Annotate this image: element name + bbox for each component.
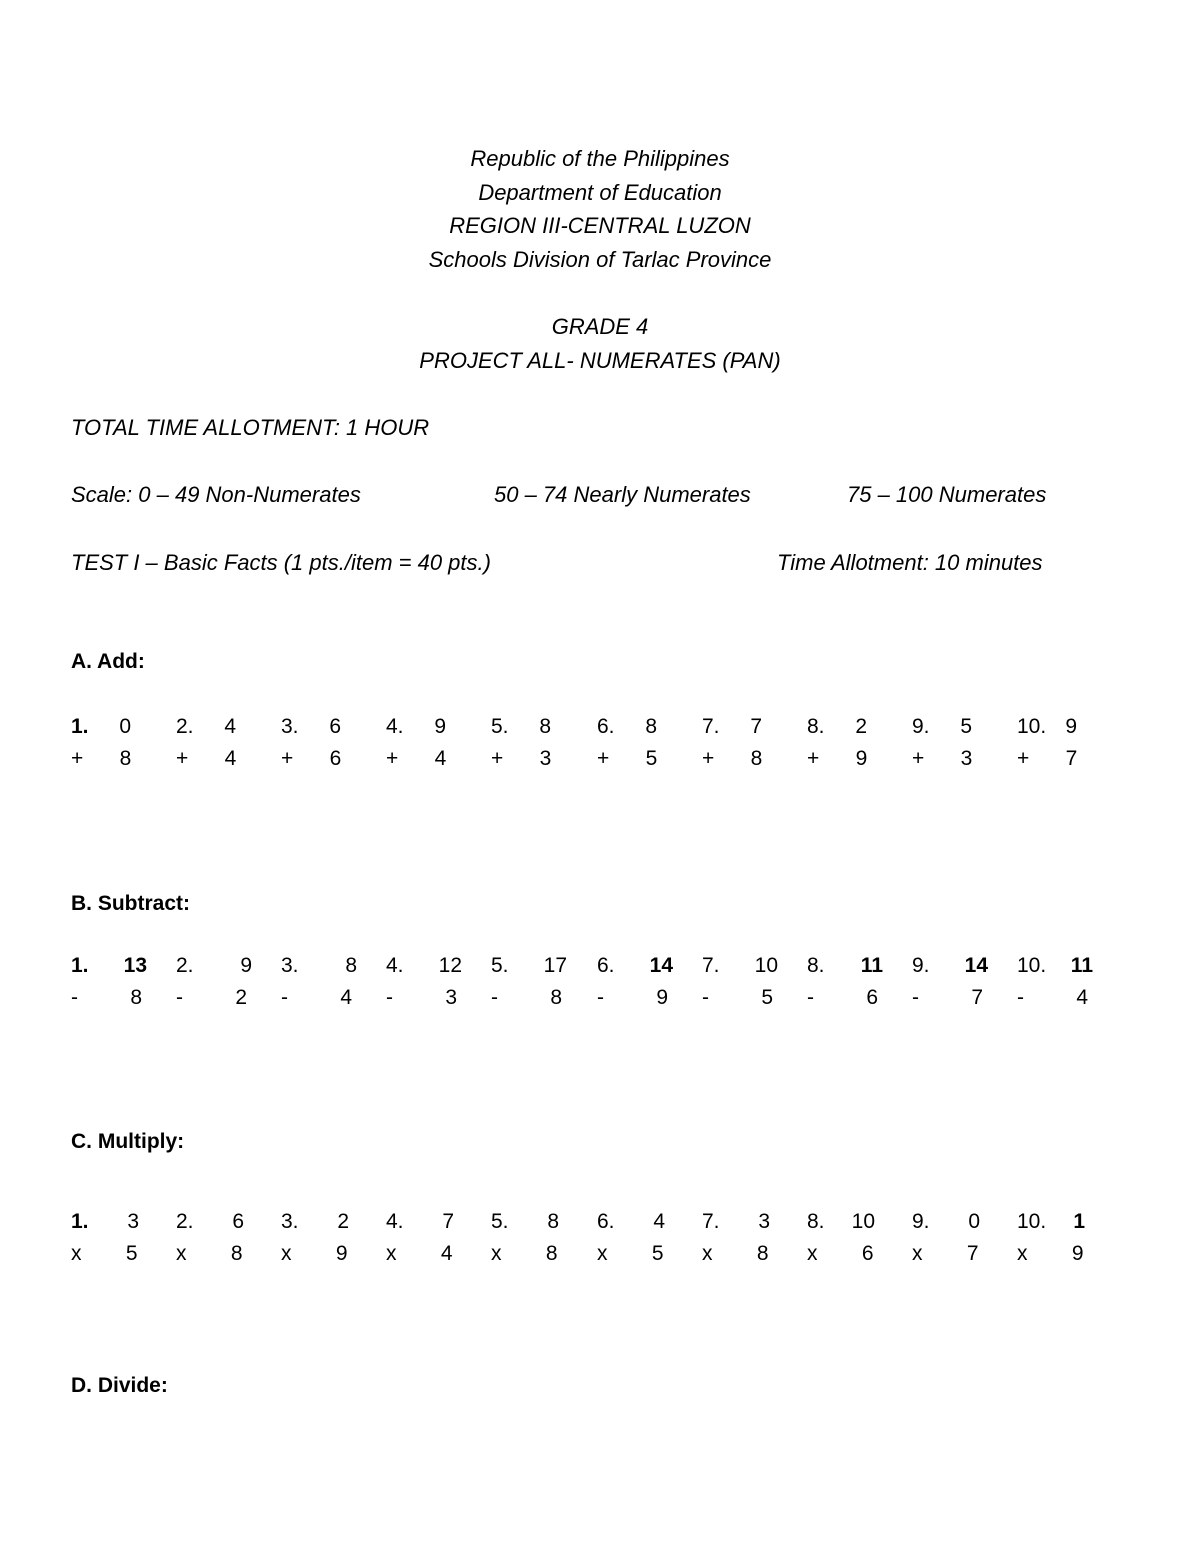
operator-symbol: + [702,747,715,770]
subtract-problem [597,954,707,1024]
operator-symbol: - [281,986,288,1009]
problem-number: 2. [176,715,194,738]
multiply-problem [491,1210,601,1280]
problem-top-line [386,954,462,978]
problem-bottom-line [807,1242,875,1266]
multiply-problem [702,1210,812,1280]
problem-top-line [912,715,972,739]
subtract-problem [1017,954,1127,1024]
section-title-subtract: B. Subtract: [71,892,191,915]
problem-bottom-line [71,1242,139,1266]
first-operand: 7 [750,715,762,738]
second-operand: 3 [445,986,457,1009]
problem-number: 5. [491,954,509,977]
problem-top-line [597,715,657,739]
first-operand: 8 [547,1210,559,1233]
problem-number: 6. [597,1210,615,1233]
problem-top-line [491,715,551,739]
problem-number: 4. [386,1210,404,1233]
operator-symbol: x [702,1242,713,1265]
add-problem [807,715,917,785]
problem-bottom-line [491,1242,559,1266]
multiply-problem [281,1210,391,1280]
first-operand: 6 [232,1210,244,1233]
multiply-problem [807,1210,917,1280]
problem-top-line [386,715,446,739]
first-operand: 2 [337,1210,349,1233]
first-operand: 9 [1065,715,1077,738]
second-operand: 8 [119,747,132,770]
first-operand: 3 [127,1210,139,1233]
problem-bottom-line [491,747,551,771]
second-operand: 8 [230,1242,243,1265]
problem-top-line [702,715,762,739]
problem-top-line [597,954,673,978]
problem-bottom-line [71,986,147,1010]
problem-top-line [1017,1210,1085,1234]
problem-bottom-line [386,747,446,771]
problem-top-line [71,1210,139,1234]
problem-bottom-line [176,986,252,1010]
problem-top-line [912,1210,980,1234]
subtract-problem [176,954,286,1024]
problem-bottom-line [71,747,131,771]
problem-bottom-line [912,986,988,1010]
first-operand: 0 [119,715,131,738]
problem-number: 1. [71,1210,89,1233]
first-operand: 8 [345,954,357,977]
operator-symbol: - [597,986,604,1009]
problem-bottom-line [281,986,357,1010]
add-problem [281,715,391,785]
first-operand: 14 [649,954,673,977]
add-problem [176,715,286,785]
problem-number: 1. [71,715,89,738]
second-operand: 9 [335,1242,348,1265]
operator-symbol: + [912,747,925,770]
first-operand: 11 [860,954,883,977]
operator-symbol: - [386,986,393,1009]
problem-top-line [71,954,147,978]
problem-number: 4. [386,954,404,977]
second-operand: 7 [971,986,983,1009]
section-title-add: A. Add: [71,650,145,673]
problem-number: 6. [597,954,615,977]
subtract-problem [807,954,917,1024]
add-problem [71,715,181,785]
problem-bottom-line [807,747,867,771]
problem-top-line [176,954,252,978]
operator-symbol: - [702,986,709,1009]
add-problem [912,715,1022,785]
operator-symbol: x [386,1242,397,1265]
problem-number: 5. [491,1210,509,1233]
total-time-allotment: TOTAL TIME ALLOTMENT: 1 HOUR [71,415,430,440]
problem-top-line [807,1210,875,1234]
problem-top-line [281,715,341,739]
multiply-problem [71,1210,181,1280]
problem-top-line [912,954,988,978]
problem-bottom-line [702,1242,770,1266]
problem-top-line [1017,954,1093,978]
first-operand: 11 [1070,954,1093,977]
problem-bottom-line [491,986,567,1010]
problem-number: 6. [597,715,615,738]
operator-symbol: + [386,747,399,770]
operator-symbol: + [176,747,189,770]
subtract-problem [491,954,601,1024]
first-operand: 9 [434,715,446,738]
problem-bottom-line [281,1242,349,1266]
operator-symbol: - [912,986,919,1009]
problem-bottom-line [807,986,883,1010]
problem-top-line [386,1210,454,1234]
second-operand: 8 [130,986,142,1009]
problem-number: 8. [807,715,825,738]
operator-symbol: x [597,1242,608,1265]
second-operand: 6 [866,986,878,1009]
problem-bottom-line [912,747,972,771]
problem-top-line [807,715,867,739]
first-operand: 1 [1073,1210,1085,1233]
subtract-problem [71,954,181,1024]
problem-bottom-line [176,1242,244,1266]
problem-number: 7. [702,1210,720,1233]
problem-top-line [176,1210,244,1234]
operator-symbol: + [807,747,820,770]
problem-number: 2. [176,1210,194,1233]
header-region: REGION III-CENTRAL LUZON [449,213,751,238]
problem-bottom-line [597,1242,665,1266]
problem-bottom-line [597,986,673,1010]
problem-number: 3. [281,1210,299,1233]
add-problem [386,715,496,785]
multiply-problem [597,1210,707,1280]
operator-symbol: + [281,747,294,770]
operator-symbol: x [807,1242,818,1265]
second-operand: 8 [550,986,562,1009]
first-operand: 10 [754,954,778,977]
second-operand: 3 [960,747,973,770]
first-operand: 8 [645,715,657,738]
problem-bottom-line [281,747,341,771]
problem-number: 3. [281,954,299,977]
header-republic: Republic of the Philippines [470,146,730,171]
test-time-allotment: Time Allotment: 10 minutes [777,550,1043,575]
first-operand: 13 [123,954,147,977]
problem-number: 4. [386,715,404,738]
problem-number: 9. [912,715,930,738]
header-grade: GRADE 4 [551,314,649,339]
second-operand: 5 [645,747,658,770]
subtract-problem [281,954,391,1024]
problem-bottom-line [597,747,657,771]
header-department: Department of Education [478,180,722,205]
problem-number: 8. [807,954,825,977]
subtract-problem [386,954,496,1024]
add-problem [597,715,707,785]
operator-symbol: - [71,986,78,1009]
problem-bottom-line [702,747,762,771]
second-operand: 4 [340,986,352,1009]
problem-bottom-line [386,986,462,1010]
first-operand: 6 [329,715,341,738]
second-operand: 8 [756,1242,769,1265]
scale-numerates: 75 – 100 Numerates [847,482,1047,507]
problem-top-line [1017,715,1077,739]
problem-number: 5. [491,715,509,738]
problem-bottom-line [702,986,778,1010]
problem-top-line [597,1210,665,1234]
second-operand: 2 [235,986,247,1009]
first-operand: 0 [968,1210,980,1233]
operator-symbol: x [1017,1242,1028,1265]
problem-number: 7. [702,715,720,738]
first-operand: 4 [653,1210,665,1233]
multiply-problem [176,1210,286,1280]
problem-top-line [71,715,131,739]
operator-symbol: + [597,747,610,770]
operator-symbol: + [491,747,504,770]
first-operand: 14 [964,954,988,977]
second-operand: 5 [125,1242,138,1265]
first-operand: 7 [442,1210,454,1233]
operator-symbol: - [1017,986,1024,1009]
first-operand: 12 [438,954,462,977]
second-operand: 4 [1076,986,1088,1009]
second-operand: 4 [434,747,447,770]
multiply-problem [1017,1210,1127,1280]
problem-bottom-line [912,1242,980,1266]
second-operand: 4 [440,1242,453,1265]
problem-number: 9. [912,954,930,977]
operator-symbol: x [281,1242,292,1265]
problem-top-line [702,1210,770,1234]
first-operand: 2 [855,715,867,738]
second-operand: 9 [855,747,868,770]
second-operand: 5 [761,986,773,1009]
header-project: PROJECT ALL- NUMERATES (PAN) [419,348,781,373]
second-operand: 8 [545,1242,558,1265]
section-title-multiply: C. Multiply: [71,1130,185,1153]
second-operand: 7 [966,1242,979,1265]
second-operand: 8 [750,747,763,770]
scale-nearly-numerates: 50 – 74 Nearly Numerates [494,482,751,507]
add-problem [491,715,601,785]
second-operand: 9 [1071,1242,1084,1265]
second-operand: 5 [651,1242,664,1265]
second-operand: 4 [224,747,237,770]
multiply-problem [912,1210,1022,1280]
problem-top-line [176,715,236,739]
problem-number: 3. [281,715,299,738]
problem-bottom-line [1017,1242,1085,1266]
first-operand: 10 [851,1210,875,1233]
problem-number: 1. [71,954,89,977]
second-operand: 7 [1065,747,1078,770]
problem-number: 8. [807,1210,825,1233]
problem-top-line [702,954,778,978]
operator-symbol: + [1017,747,1030,770]
problem-bottom-line [1017,747,1077,771]
subtract-problem [912,954,1022,1024]
add-problem [1017,715,1127,785]
operator-symbol: - [491,986,498,1009]
problem-number: 10. [1017,954,1047,977]
operator-symbol: + [71,747,84,770]
problem-top-line [491,954,567,978]
operator-symbol: x [912,1242,923,1265]
multiply-problem [386,1210,496,1280]
problem-top-line [281,954,357,978]
problem-number: 7. [702,954,720,977]
second-operand: 6 [861,1242,874,1265]
subtract-problem [702,954,812,1024]
operator-symbol: - [176,986,183,1009]
problem-number: 10. [1017,1210,1047,1233]
problem-top-line [491,1210,559,1234]
operator-symbol: x [491,1242,502,1265]
problem-bottom-line [386,1242,454,1266]
scale-non-numerates: Scale: 0 – 49 Non-Numerates [71,482,361,507]
operator-symbol: x [176,1242,187,1265]
section-title-divide: D. Divide: [71,1374,168,1397]
second-operand: 6 [329,747,342,770]
problem-number: 9. [912,1210,930,1233]
problem-top-line [281,1210,349,1234]
problem-number: 2. [176,954,194,977]
first-operand: 4 [224,715,236,738]
operator-symbol: x [71,1242,82,1265]
problem-bottom-line [176,747,236,771]
operator-symbol: - [807,986,814,1009]
first-operand: 17 [543,954,567,977]
first-operand: 5 [960,715,972,738]
second-operand: 9 [656,986,668,1009]
problem-number: 10. [1017,715,1047,738]
second-operand: 3 [539,747,552,770]
first-operand: 9 [240,954,252,977]
test-title: TEST I – Basic Facts (1 pts./item = 40 pts.) [71,550,491,575]
problem-top-line [807,954,883,978]
problem-bottom-line [1017,986,1093,1010]
first-operand: 8 [539,715,551,738]
first-operand: 3 [758,1210,770,1233]
add-problem [702,715,812,785]
header-division: Schools Division of Tarlac Province [428,247,772,272]
